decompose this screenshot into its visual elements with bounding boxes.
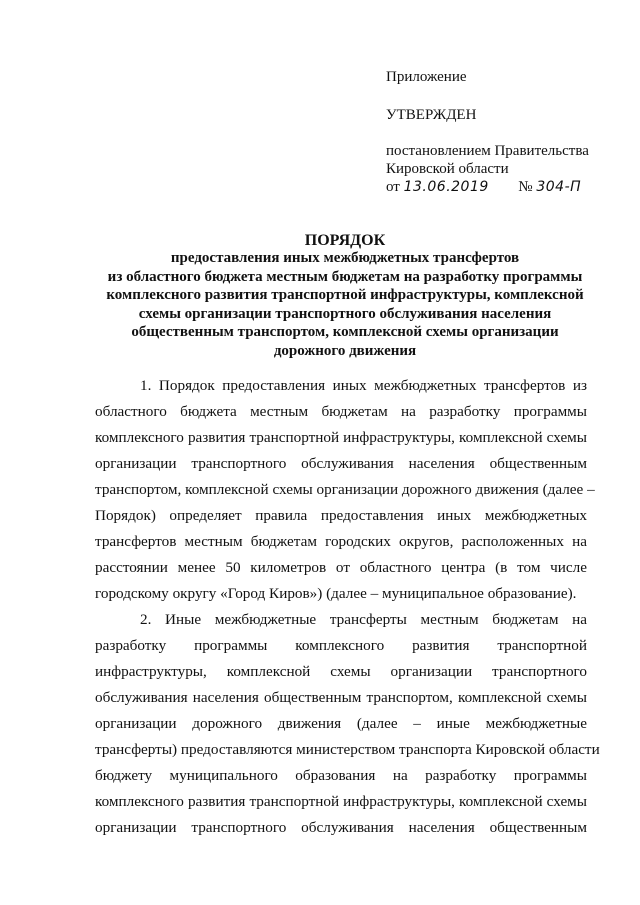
subtitle-line: общественным транспортом, комплексной схемы организации xyxy=(131,324,559,340)
number-prefix: № xyxy=(518,179,533,195)
paragraph-line: комплексного развития транспортной инфраструктуры, комплексной схемы xyxy=(95,429,587,446)
approved-label: УТВЕРЖДЕН xyxy=(386,107,477,123)
paragraph-line: расстоянии менее 50 километров от областного центра (в том числе xyxy=(95,559,587,576)
decree-line-2: Кировской области xyxy=(386,161,509,177)
paragraph-line: бюджету муниципального образования на разработку программы xyxy=(95,767,587,784)
paragraph-line: 1. Порядок предоставления иных межбюджетных трансфертов из xyxy=(140,377,587,394)
paragraph-2 xyxy=(95,607,600,841)
paragraph-line: организации дорожного движения (далее – иные межбюджетные xyxy=(95,715,587,732)
appendix-label: Приложение xyxy=(386,69,467,85)
decree-line-1: постановлением Правительства xyxy=(386,143,589,159)
paragraph-line: обслуживания населения общественным транспортом, комплексной схемы xyxy=(95,689,587,706)
paragraph-line: 2. Иные межбюджетные трансферты местным бюджетам на xyxy=(140,611,587,628)
paragraph-line: инфраструктуры, комплексной схемы организации транспортного xyxy=(95,663,587,680)
paragraph-line: Порядок) определяет правила предоставления иных межбюджетных xyxy=(95,507,587,524)
subtitle-line: дорожного движения xyxy=(273,342,417,359)
paragraph-line: трансфертов местным бюджетам городских округов, расположенных на xyxy=(95,533,587,550)
handwritten-number: 304-П xyxy=(536,179,582,195)
subtitle-line: схемы организации транспортного обслуживания населения xyxy=(138,305,552,322)
subtitle-line: комплексного развития транспортной инфраструктуры, комплексной xyxy=(106,287,584,303)
subtitle-line: из областного бюджета местным бюджетам на разработку программы xyxy=(107,268,583,285)
paragraph-line: организации транспортного обслуживания населения общественным xyxy=(95,819,587,836)
paragraph-line: областного бюджета местным бюджетам на разработку программы xyxy=(95,403,587,420)
paragraph-line: трансферты) предоставляются министерством транспорта Кировской области xyxy=(95,741,600,758)
date-prefix: от xyxy=(386,179,400,195)
handwritten-date: 13.06.2019 xyxy=(403,179,489,195)
subtitle-line: предоставления иных межбюджетных трансфертов xyxy=(170,250,520,266)
paragraph-1 xyxy=(95,373,595,607)
paragraph-line: организации транспортного обслуживания населения общественным xyxy=(95,455,587,472)
paragraph-line: разработку программы комплексного развития транспортной xyxy=(95,637,587,654)
document-subtitle xyxy=(80,249,610,360)
paragraph-line: транспортом, комплексной схемы организации дорожного движения (далее – xyxy=(95,481,595,498)
document-title: ПОРЯДОК xyxy=(304,232,386,249)
paragraph-line: городскому округу «Город Киров») (далее – муниципальное образование). xyxy=(95,585,577,602)
paragraph-line: комплексного развития транспортной инфраструктуры, комплексной схемы xyxy=(95,793,587,810)
decree-date-line xyxy=(386,178,626,197)
